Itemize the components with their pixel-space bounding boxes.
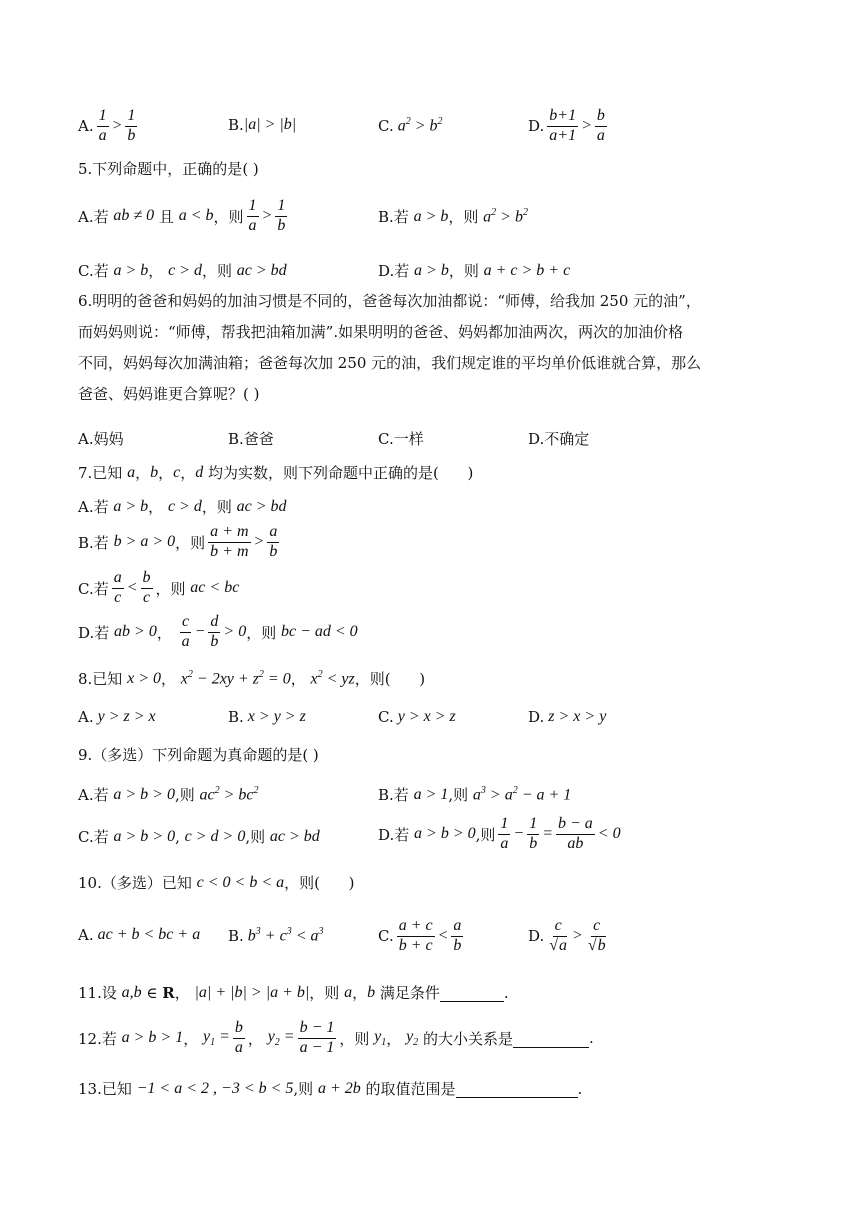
q7-option-d: D.若 ab > 0 ， $\frac{c}{a}$ − $\frac{d}{b}$ > 0 ，则 bc − ad < 0 bbox=[78, 613, 358, 650]
q7-option-a: A.若 a > b ， c > d ，则 ac > bd bbox=[78, 497, 287, 516]
q4-option-b: B. |a| > |b| bbox=[228, 116, 297, 134]
q4-option-c: C. $a^2 > b^2$ bbox=[378, 116, 443, 135]
q12: 12.若 a > b > 1 ， $y_1$ = $\frac{b}{a}$ ， $y_2$ = $\frac{b - 1}{a - 1}$ ，则 $y_1$ ， $y_2$ 的大小关系是 . bbox=[78, 1019, 594, 1056]
q4-option-d: D. $\frac{b+1}{a+1}$ > $\frac{b}{a}$ bbox=[528, 107, 605, 144]
q5-option-b: B.若 a > b ，则 $a^2 > b^2$ bbox=[378, 206, 528, 226]
q6-option-a: A.妈妈 bbox=[78, 430, 124, 448]
q8-option-c: C. y > x > z bbox=[378, 708, 456, 726]
q8-option-a: A. y > z > x bbox=[78, 708, 156, 726]
q7-option-b: B.若 b > a > 0 ，则 $\frac{a + m}{b + m}$ > $\frac{a}{b}$ bbox=[78, 523, 278, 560]
q10-stem: 10.（多选）已知 c < 0 < b < a ，则( ) bbox=[78, 873, 355, 892]
q10-option-c: C. $\frac{a + c}{b + c}$ < $\frac{a}{b}$ bbox=[378, 917, 462, 954]
q10-option-b: B. $b^3 + c^3 < a^3$ bbox=[228, 926, 324, 945]
q6-stem: 6.明明的爸爸和妈妈的加油习惯是不同的，爸爸每次加油都说：“师傅，给我加 250 元的油”， 而妈妈则说：“师傅，帮我把油箱加满”.如果明明的爸爸、妈妈都加油两次，两次的加油价格 不同，妈妈每次加满油箱；爸爸每次加 250 元的油，我们规定谁的平均单价低谁就合算，那么 爸爸、妈妈谁更合算呢？( ) bbox=[78, 292, 702, 403]
q9-stem: 9.（多选）下列命题为真命题的是( ) bbox=[78, 746, 319, 764]
q5-option-c: C.若 a > b ， c > d ，则 ac > bd bbox=[78, 261, 287, 280]
q8-stem: 8.已知 x > 0 ， $x^2 - 2xy + z^2 = 0$ ， $x^2$ < yz ，则( ) bbox=[78, 668, 426, 688]
q5-option-a: A.若 ab ≠ 0 且 a < b ，则 $\frac{1}{a}$ > $\frac{1}{b}$ bbox=[78, 197, 286, 234]
q11: 11.设 a,b ∈ R ， |a| + |b| > |a + b| ，则 a ， b 满足条件 . bbox=[78, 983, 509, 1002]
q9-option-d: D.若 a > b > 0 ,则 $\frac{1}{a}$ − $\frac{1}{b}$ = $\frac{b - a}{ab}$ < 0 bbox=[378, 815, 621, 852]
q9-option-a: A.若 a > b > 0 ,则 $ac^2 > bc^2$ bbox=[78, 784, 259, 804]
q8-option-d: D. z > x > y bbox=[528, 708, 607, 726]
q10-option-a: A. ac + b < bc + a bbox=[78, 926, 201, 944]
q4-option-a: A. $\frac{1}{a}$ > $\frac{1}{b}$ bbox=[78, 107, 136, 144]
q7-stem: 7.已知 a ， b ， c ， d 均为实数，则下列命题中正确的是( ) bbox=[78, 463, 474, 482]
q6-option-d: D.不确定 bbox=[528, 430, 590, 448]
q13: 13.已知 −1 < a < 2 , −3 < b < 5 ,则 a + 2b 的取值范围是 . bbox=[78, 1079, 583, 1098]
q6-option-c: C.一样 bbox=[378, 430, 424, 448]
q9-option-c: C.若 a > b > 0 , c > d > 0 ,则 ac > bd bbox=[78, 827, 320, 846]
q9-option-b: B.若 a > 1 ,则 $a^3 > a^2 - a + 1$ bbox=[378, 784, 572, 804]
q5-option-d: D.若 a > b ，则 a + c > b + c bbox=[378, 261, 571, 280]
q5-stem: 5.下列命题中，正确的是( ) bbox=[78, 160, 259, 178]
q7-option-c: C.若 $\frac{a}{c}$ < $\frac{b}{c}$ ，则 ac < bc bbox=[78, 569, 240, 606]
q10-option-d: D. $\frac{c}{√a}$ > $\frac{c}{√b}$ bbox=[528, 917, 606, 954]
q8-option-b: B. x > y > z bbox=[228, 708, 306, 726]
q6-option-b: B.爸爸 bbox=[228, 430, 274, 448]
